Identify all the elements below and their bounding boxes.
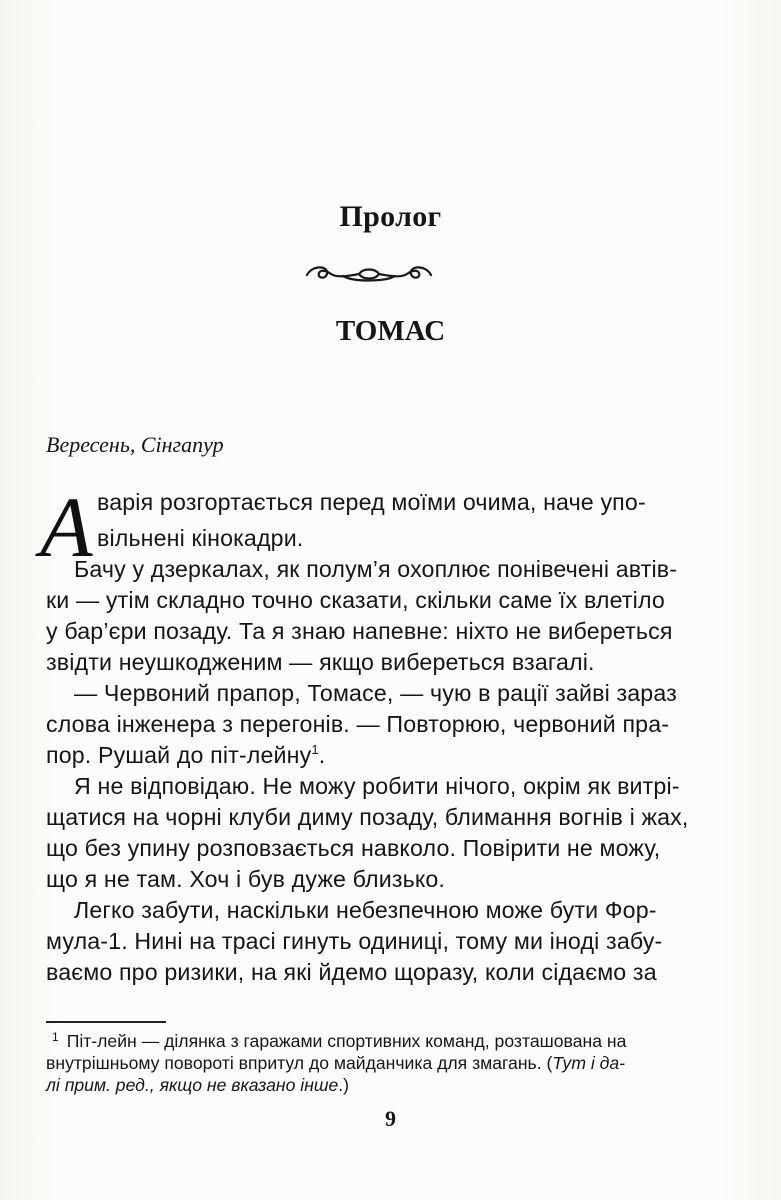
footnote-divider [46,1021,166,1023]
text-line: пор. Рушай до піт-лейну [46,742,312,768]
chapter-title: Пролог [339,200,442,233]
footnote-line [46,1074,349,1096]
footnote-italic-text: Тут і да- [552,1053,626,1073]
drop-cap: А [40,479,93,575]
text-line: звідти неушкодженим — якщо вибереться взагалі. [46,649,595,675]
text-line: Бачу у дзеркалах, як полум’я охоплює понівечені автів- [74,556,678,582]
footnote-italic-text: лі прим. ред., якщо не вказано інше [46,1075,339,1095]
footnote-text: внутрішньому повороті впритул до майданчика для змагань. ( [46,1053,553,1073]
text-line: — Червоний прапор, Томасе, — чую в рації зайві зараз [74,680,677,706]
footnote-reference[interactable]: 1 [311,742,319,757]
footnote-line [46,1052,625,1074]
footnote-text: .) [338,1075,350,1095]
text-line: щатися на чорні клуби диму позаду, блимання вогнів і жах, [46,804,689,830]
chapter-character-heading: ТОМАС [335,315,446,347]
text-line: що без упину розповзається навколо. Повірити не можу, [46,835,661,861]
line-end-period: . [318,742,326,768]
text-line: ки — утім складно точно сказати, скільки саме їх влетіло [46,587,665,613]
flourish-divider-icon [299,258,439,288]
text-line-with-footnote [46,741,325,769]
text-line: ваємо про ризики, на які йдемо щоразу, коли сідаємо за [46,959,657,985]
footnote-marker: 1 [52,1030,59,1044]
footnote-line [52,1030,626,1052]
text-line: варія розгортається перед моїми очима, наче упо- [97,489,646,515]
page-number: 9 [385,1106,396,1131]
text-line: вільнені кінокадри. [97,525,304,551]
text-line: Я не відповідаю. Не можу робити нічого, окрім як витрі- [74,773,680,799]
text-line: мула-1. Нині на трасі гинуть одиниці, тому ми іноді забу- [46,928,663,954]
setting-caption: Вересень, Сінгапур [46,432,224,457]
text-line: що я не там. Хоч і був дуже близько. [46,866,446,892]
footnote-text: Піт-лейн — ділянка з гаражами спортивних команд, розташована на [66,1031,627,1051]
text-line: Легко забути, наскільки небезпечною може бути Фор- [74,897,657,923]
text-line: у бар’єри позаду. Та я знаю напевне: ніхто не вибереться [46,618,673,644]
text-line: слова інженера з перегонів. — Повторюю, червоний пра- [46,711,670,737]
